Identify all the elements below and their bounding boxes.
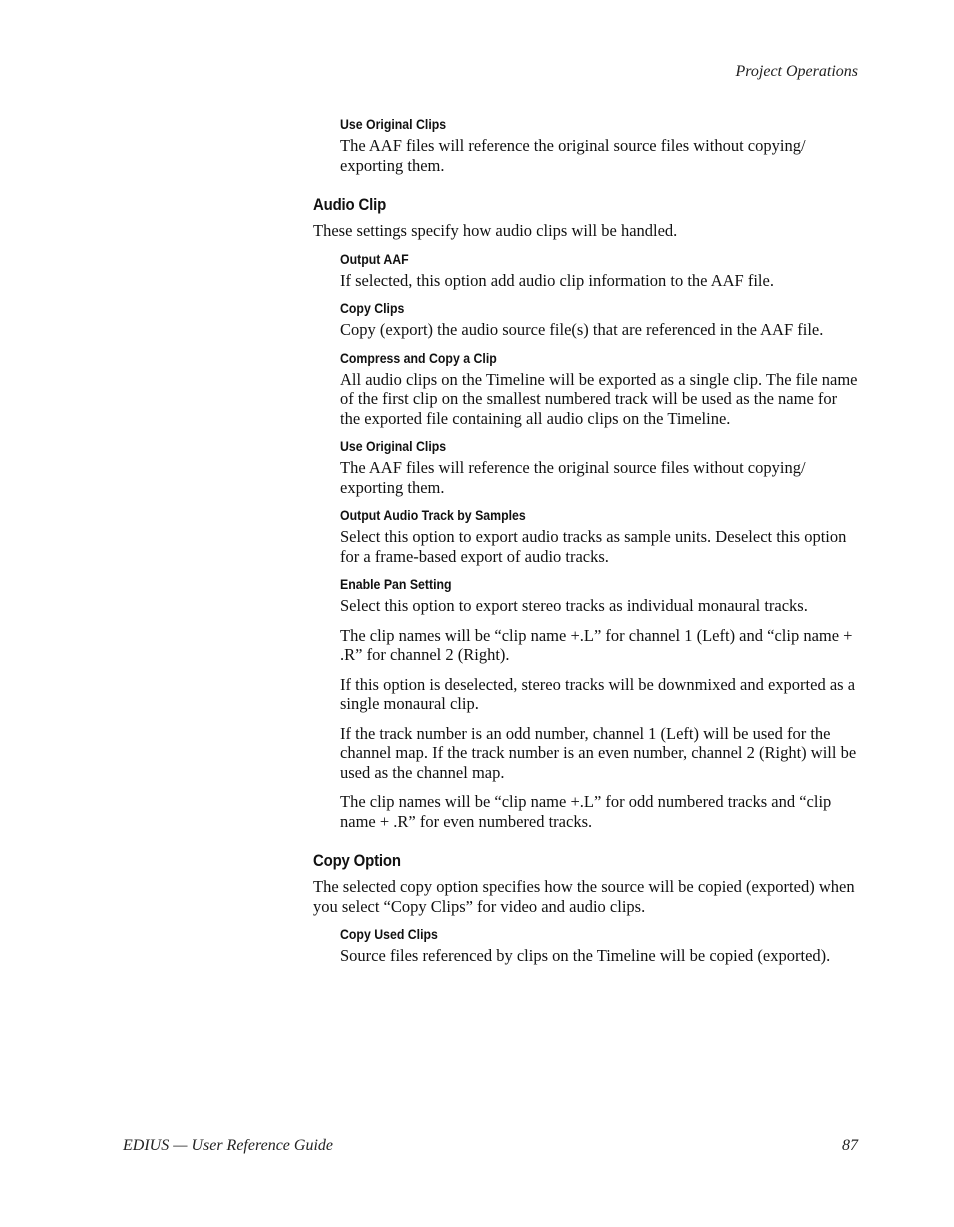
subheading-copy-clips: Copy Clips <box>340 300 405 316</box>
subheading-use-original-clips: Use Original Clips <box>340 438 447 454</box>
paragraph: Copy (export) the audio source file(s) that are referenced in the AAF file. <box>340 320 824 339</box>
subheading-copy-used-clips: Copy Used Clips <box>340 926 438 942</box>
footer-guide-title: EDIUS — User Reference Guide <box>123 1137 334 1154</box>
paragraph: These settings specify how audio clips will be handled. <box>313 221 678 240</box>
subheading-enable-pan: Enable Pan Setting <box>340 576 452 592</box>
paragraph: The AAF files will reference the original source files without copying/ exporting them. <box>340 136 806 175</box>
subheading-compress-copy: Compress and Copy a Clip <box>340 349 497 366</box>
paragraph: The clip names will be “clip name +.L” for odd numbered tracks and “clip name + .R” for even numbered tracks. <box>340 792 832 831</box>
paragraph: Select this option to export stereo tracks as individual monaural tracks. <box>340 596 808 615</box>
paragraph: Select this option to export audio tracks as sample units. Deselect this option for a frame-based export of audio tracks. <box>340 527 847 566</box>
page-number: 87 <box>842 1137 858 1154</box>
paragraph: The selected copy option specifies how the source will be copied (exported) when you select “Copy Clips” for video and audio clips. <box>313 877 855 916</box>
page-content <box>313 116 861 976</box>
subheading-output-aaf: Output AAF <box>340 250 409 267</box>
heading-copy-option: Copy Option <box>313 851 401 870</box>
subheading-use-original-clips: Use Original Clips <box>340 116 447 132</box>
subheading-output-samples: Output Audio Track by Samples <box>340 507 526 523</box>
paragraph: The clip names will be “clip name +.L” for channel 1 (Left) and “clip name + .R” for channel 2 (Right). <box>340 625 853 664</box>
paragraph: If selected, this option add audio clip information to the AAF file. <box>340 270 774 290</box>
paragraph: If the track number is an odd number, channel 1 (Left) will be used for the channel map. If the track number is an even number, channel 2 (Right) will be used as the channel map. <box>340 723 857 782</box>
running-header: Project Operations <box>735 63 858 80</box>
paragraph: All audio clips on the Timeline will be exported as a single clip. The file name of the first clip on the smallest numbered track will be used as the name for the exported file containing all audio clips on the Timeline. <box>340 369 858 428</box>
paragraph: If this option is deselected, stereo tracks will be downmixed and exported as a single monaural clip. <box>340 674 856 713</box>
paragraph: The AAF files will reference the original source files without copying/ exporting them. <box>340 458 806 497</box>
paragraph: Source files referenced by clips on the Timeline will be copied (exported). <box>340 946 831 965</box>
heading-audio-clip: Audio Clip <box>313 195 387 214</box>
